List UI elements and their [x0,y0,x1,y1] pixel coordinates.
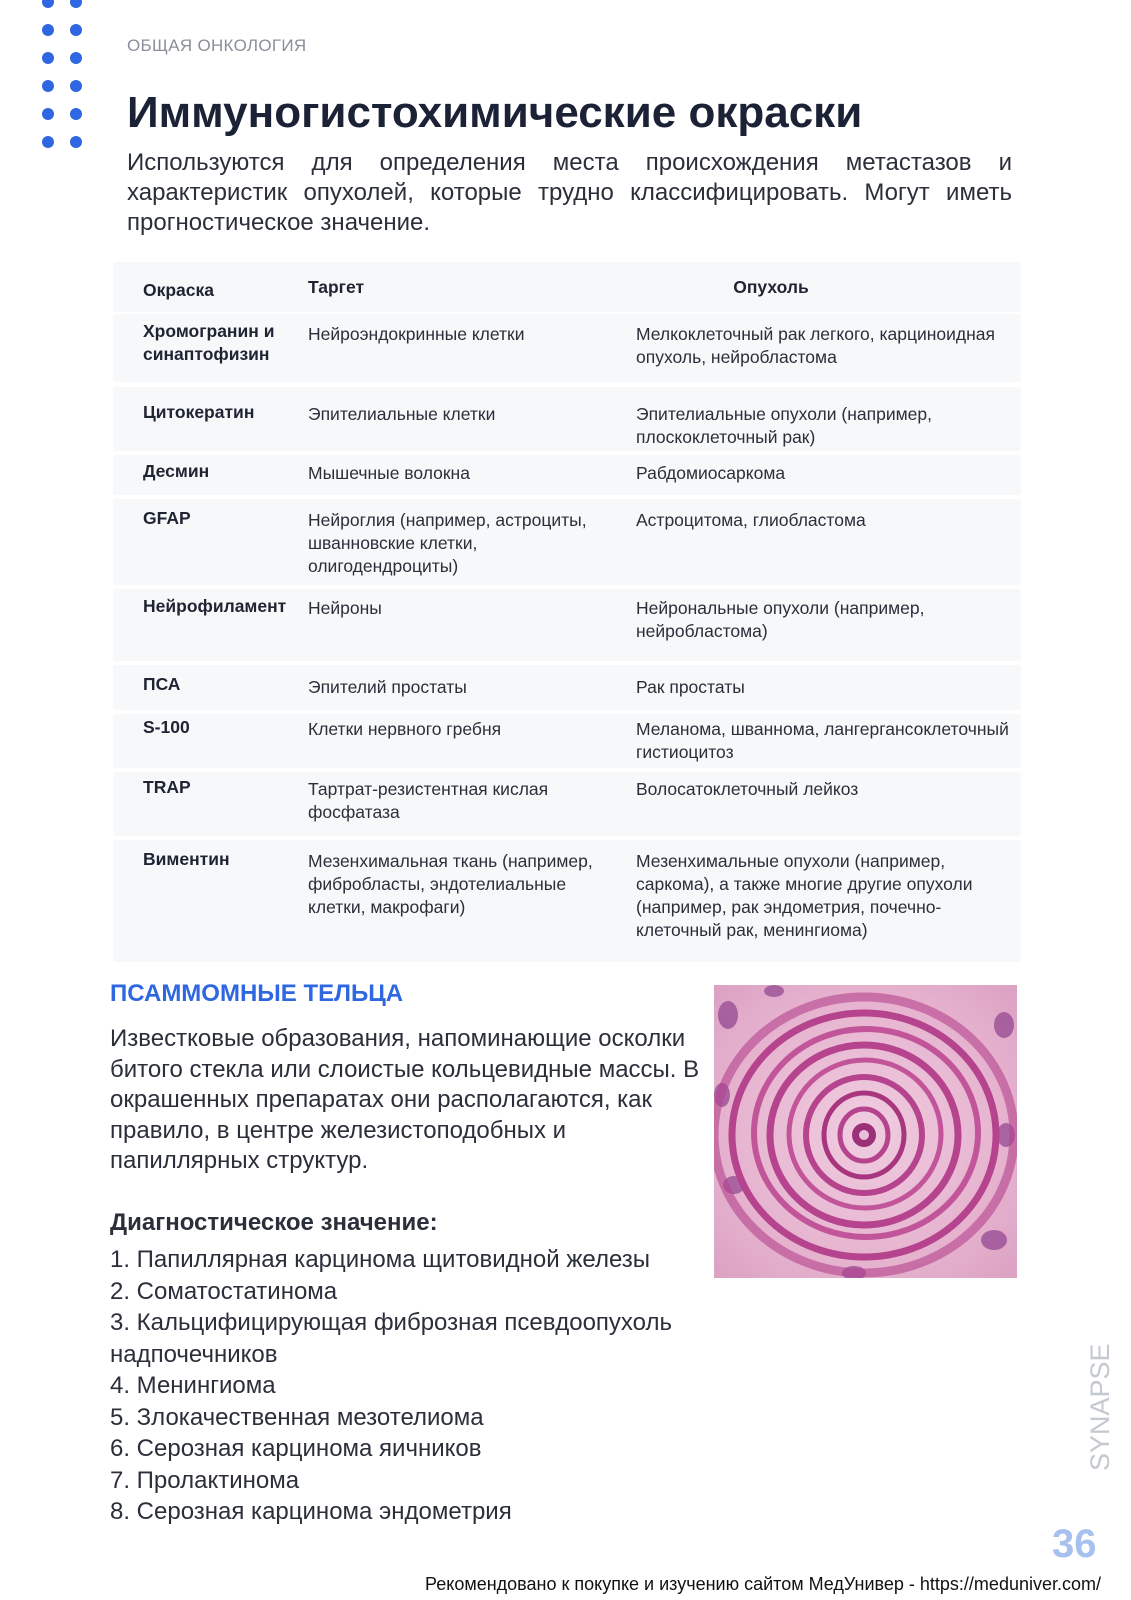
dot [42,52,54,64]
list-item: 5. Злокачественная мезотелиома [110,1403,484,1431]
table-row [113,387,1021,451]
dot [42,80,54,92]
tumor-cell: Волосатоклеточный лейкоз [636,779,859,799]
dot [70,108,82,120]
dot [70,24,82,36]
diagnostic-list [110,1244,710,1528]
dot [42,136,54,148]
stain-cell: Нейрофиламент [143,596,287,616]
footer-note: Рекомендовано к покупке и изучению сайтом МедУнивер - https://meduniver.com/ [425,1574,1101,1594]
target-cell: Эпителиальные клетки [308,404,496,424]
list-item: 8. Серозная карцинома эндометрия [110,1498,512,1525]
tumor-cell: Мелкоклеточный рак легкого, карциноидная опухоль, нейробластома [636,324,996,367]
dot [42,0,54,8]
ihc-stains-table [113,262,1021,970]
target-cell: Мышечные волокна [308,463,470,483]
tumor-cell: Нейрональные опухоли (например, нейробластома) [636,598,925,641]
dot [70,52,82,64]
decorative-dots [40,0,84,150]
table-header-row [113,262,1021,312]
tumor-cell: Эпителиальные опухоли (например, плоскоклеточный рак) [636,404,932,447]
list-item: 6. Серозная карцинома яичников [110,1435,482,1462]
stain-cell: Десмин [143,461,210,481]
target-cell: Нейроэндокринные клетки [308,324,525,344]
list-item: 7. Пролактинома [110,1466,300,1494]
psammoma-description: Известковые образования, напоминающие осколки битого стекла или слоистые кольцевидные массы. В окрашенных препаратах они располагаются, как правило, в центре железистоподобных и папиллярных структур. [110,1025,700,1174]
column-header-target: Таргет [308,277,365,297]
stain-cell: S-100 [143,717,190,737]
stain-cell: Виментин [143,849,230,869]
list-item: 3. Кальцифицирующая фиброзная псевдоопухоль надпочечников [110,1309,672,1368]
page-title: Иммуногистохимические окраски [127,88,863,137]
table-row [113,455,1021,495]
intro-paragraph: Используются для определения места происхождения метастазов и характеристик опухолей, которые трудно классифицировать. Могут иметь прогностическое значение. [127,149,1012,236]
target-cell: Эпителий простаты [308,677,467,697]
synapse-brand-text: SYNAPSE [1085,1343,1115,1471]
psammoma-body-micrograph [714,985,1017,1278]
stain-cell: TRAP [143,777,191,797]
synapse-brand [1085,1337,1117,1472]
tumor-cell: Меланома, шваннома, лангергансоклеточный гистиоцитоз [636,719,1009,762]
table-row [113,772,1021,836]
list-item: 4. Менингиома [110,1372,276,1399]
table-row [113,840,1021,962]
table-row [113,314,1021,382]
tumor-cell: Рабдомиосаркома [636,463,786,483]
target-cell: Тартрат-резистентная кислая фосфатаза [308,779,549,822]
table-row [113,589,1021,661]
dot [70,0,82,8]
dot [42,24,54,36]
psammoma-heading: ПСАММОМНЫЕ ТЕЛЬЦА [110,980,404,1007]
page-number: 36 [1052,1522,1097,1566]
dot [42,108,54,120]
stain-cell: GFAP [143,508,191,528]
stain-cell: ПСА [143,674,181,694]
target-cell: Нейроглия (например, астроциты, шванновские клетки, олигодендроциты) [308,510,587,576]
dot [70,80,82,92]
tumor-cell: Рак простаты [636,677,745,697]
list-item: 1. Папиллярная карцинома щитовидной железы [110,1246,651,1273]
stain-cell: Хромогранин и синаптофизин [143,321,275,364]
section-label: ОБЩАЯ ОНКОЛОГИЯ [127,36,307,55]
diagnostic-heading: Диагностическое значение: [110,1209,438,1236]
dot [70,136,82,148]
stain-cell: Цитокератин [143,402,255,422]
tumor-cell: Мезенхимальные опухоли (например, саркома), а также многие другие опухоли (например, рак эндометрия, почечно-клеточный рак, менингиома) [636,851,973,940]
tumor-cell: Астроцитома, глиобластома [636,510,866,530]
target-cell: Нейроны [308,598,382,618]
target-cell: Клетки нервного гребня [308,719,502,739]
table-row [113,714,1021,768]
column-header-tumor: Опухоль [733,277,809,297]
target-cell: Мезенхимальная ткань (например, фибробласты, эндотелиальные клетки, макрофаги) [308,851,593,917]
table-row [113,665,1021,710]
column-header-stain: Окраска [143,280,215,300]
table-row [113,499,1021,585]
list-item: 2. Соматостатинома [110,1277,338,1305]
